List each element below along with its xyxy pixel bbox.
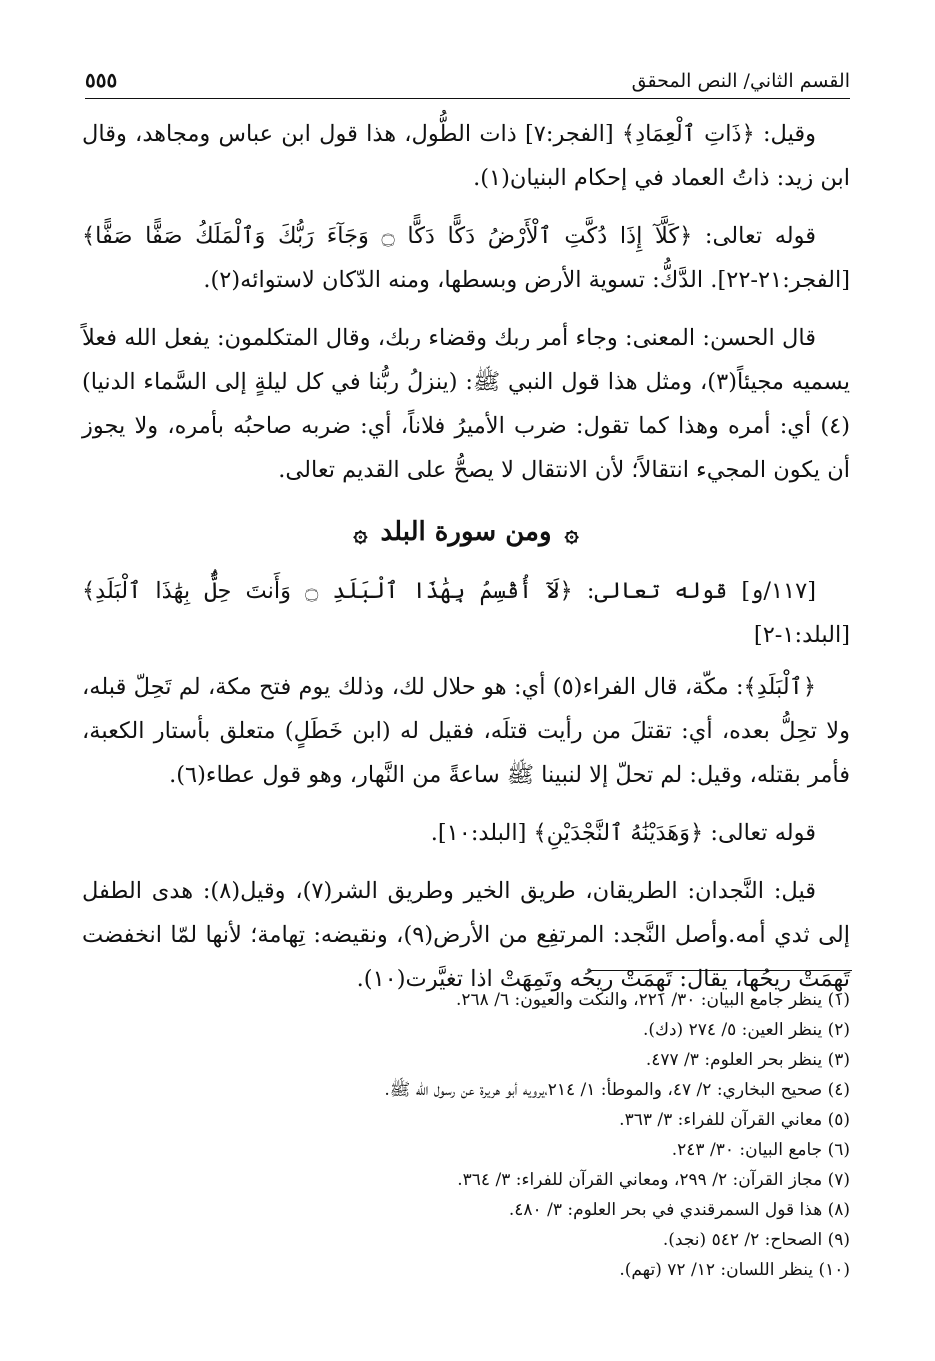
footnote-item: (٨) هذا قول السمرقندي في بحر العلوم: ٣/ ٤٨٠. xyxy=(508,1200,850,1220)
ornament-icon: ۞ xyxy=(353,518,368,547)
paragraph-4: [١١٧/و] قوله تعالى: ﴿لَآ أُقْسِمُ بِهَٰذَا ٱلْبَلَدِ ۝ وَأَنتَ حِلٌّۢ بِهَٰذَا ٱلْبَلَدِ﴾ [البلد:١-٢] xyxy=(82,578,850,648)
footnote-item: (١٠) ينظر اللسان: ١٢/ ٧٢ (تهم). xyxy=(619,1260,850,1280)
footnotes xyxy=(85,985,850,1285)
surah-title: ومن سورة البلد xyxy=(380,517,552,547)
footnote-item: (٧) مجاز القرآن: ٢/ ٢٩٩، ومعاني القرآن للفراء: ٣/ ٣٦٤. xyxy=(457,1170,850,1190)
footnote-item: (٥) معاني القرآن للفراء: ٣/ ٣٦٣. xyxy=(619,1110,850,1130)
paragraph-6: قوله تعالى: ﴿وَهَدَيْنَٰهُ ٱلنَّجْدَيْنِ﴾ [البلد:١٠]. xyxy=(430,820,816,846)
paragraph-2: قوله تعالى: ﴿كَلَّآ إِذَا دُكَّتِ ٱلْأَرْضُ دَكًّا دَكًّا ۝ وَجَآءَ رَبُّكَ وَٱلْمَلَكُ صَفًّا صَفًّا﴾ [الفجر:٢١-٢٢]. الدَّكُّ: تسوية الأرض وبسطها، ومنه الدّكان لاستوائه(٢). xyxy=(82,223,850,293)
paragraph-3: قال الحسن: المعنى: وجاء أمر ربك وقضاء ربك، وقال المتكلمون: يفعل الله فعلاً يسميه مجيئاً(٣)، ومثل هذا قول النبي ﷺ: (ينزلُ ربُّنا في كل ليلةٍ إلى السَّماء الدنيا)(٤) أي: أمره وهذا كما تقول: ضرب الأميرُ فلاناً، أي: ضربه صاحبُه بأمره، ولا يجوز أن يكون المجيء انتقالاً؛ لأن الانتقال لا يصحُّ على القديم تعالى. xyxy=(82,325,850,483)
running-title: القسم الثاني/ النص المحقق xyxy=(631,70,850,92)
footnote-item: (٩) الصحاح: ٢/ ٥٤٢ (نجد). xyxy=(662,1230,850,1250)
paragraph-1: وقيل: ﴿ذَاتِ ٱلْعِمَادِ﴾ [الفجر:٧] ذات الطُّول، هذا قول ابن عباس ومجاهد، وقال ابن زيد: ذاتُ العماد في إحكام البنيان(١). xyxy=(82,121,850,191)
paragraph-7: قيل: النَّجدان: الطريقان، طريق الخير وطريق الشر(٧)، وقيل(٨): هدى الطفل إلى ثدي أمه.وأصل النَّجد: المرتفِع من الأرض(٩)، ونقيضه: تِهامة؛ لأنها لمّا انخفضت تَهِمَتْ ريحُها، يقال: تَهِمَتْ ريحُه وتَمِهَتْ اذا تغيَّرت(١٠). xyxy=(82,878,850,992)
main-text xyxy=(82,112,850,1015)
surah-title-block xyxy=(82,506,850,559)
page-header xyxy=(85,52,850,99)
ornament-icon: ۞ xyxy=(564,518,579,547)
footnote-item: (٤) صحيح البخاري: ٢/ ٤٧، والموطأ: ١/ ٢١٤،يرويه أبو هريرة عن رسول الله ﷺ. xyxy=(384,1080,850,1100)
paragraph-5: ﴿ٱلْبَلَدِ﴾: مكّة، قال الفراء(٥) أي: هو حلال لك، وذلك يوم فتح مكة، لم تَحِلّ قبله، ولا تحِلُّ بعده، أي: تقتلَ من رأيت قتلَه، فقيل له (ابن خَطَلٍ) متعلق بأستار الكعبة، فأمر بقتله، وقيل: لم تحلّ إلا لنبينا ﷺ ساعةً من النَّهار، وهو قول عطاء(٦). xyxy=(82,674,850,788)
page-number: ٥٥٥ xyxy=(85,68,118,92)
footnote-item: (٦) جامع البيان: ٣٠/ ٢٤٣. xyxy=(671,1140,850,1160)
footnote-item: (٣) ينظر بحر العلوم: ٣/ ٤٧٧. xyxy=(645,1050,850,1070)
footnote-divider xyxy=(590,970,852,971)
footnote-item: (١) ينظر جامع البيان: ٣٠/ ٢٢١، والنكت والعيون: ٦/ ٢٦٨. xyxy=(456,990,850,1010)
footnote-item: (٢) ينظر العين: ٥/ ٢٧٤ (دك). xyxy=(642,1020,850,1040)
